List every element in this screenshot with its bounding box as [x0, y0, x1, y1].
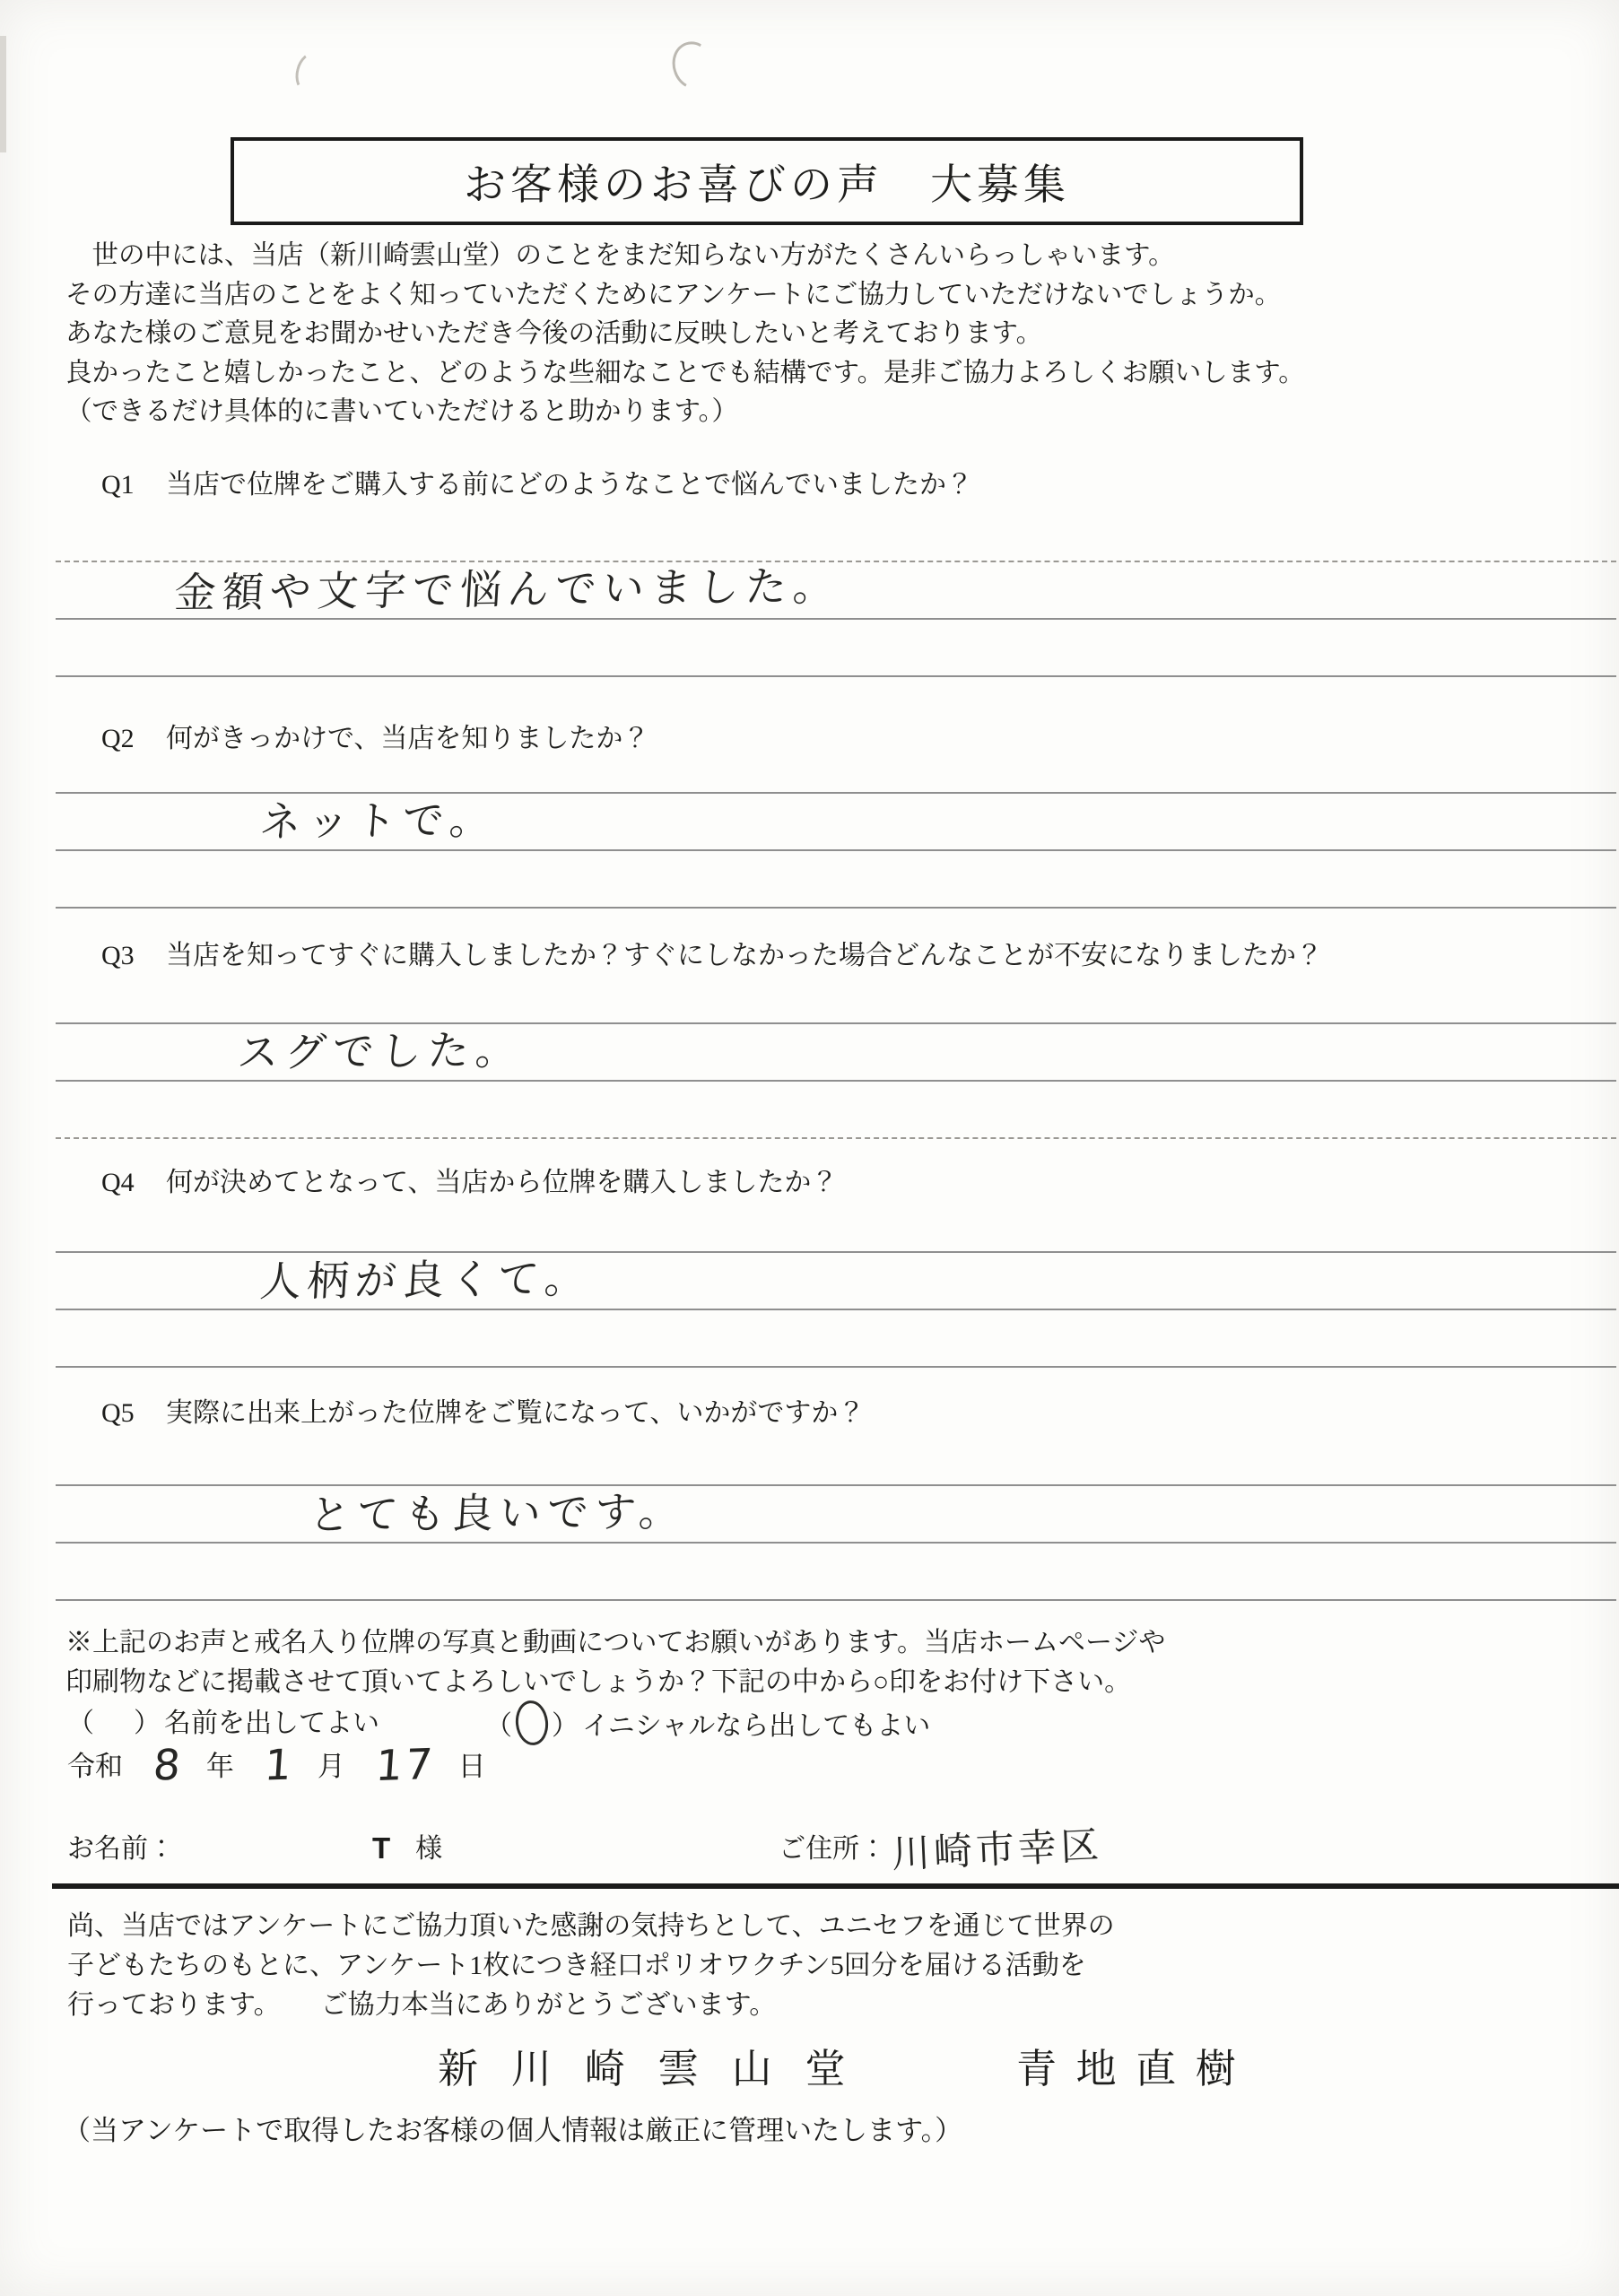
- privacy-note: （当アンケートで取得したお客様の個人情報は厳正に管理いたします。）: [63, 2115, 963, 2146]
- handwritten-month: 1: [262, 1740, 296, 1791]
- question-row: [101, 462, 1572, 501]
- date-row: [67, 1739, 511, 1792]
- intro-line: その方達に当店のことをよく知っていただくためにアンケートにご協力していただけないでしょうか。: [65, 280, 1282, 309]
- divider-rule: [52, 1883, 1619, 1889]
- answer-area: [0, 792, 1619, 918]
- scan-artifact: [292, 49, 329, 96]
- handwritten-year: 8: [152, 1740, 185, 1791]
- option-blank-mark: [94, 1700, 134, 1740]
- era-label: 令和: [67, 1751, 123, 1782]
- signature-row: [0, 2036, 1619, 2092]
- question-block-q1: [0, 462, 1619, 716]
- signer-row: [67, 1822, 1583, 1878]
- question-row: [101, 716, 1572, 755]
- question-row: [101, 1160, 1572, 1199]
- option-label: イニシャルなら出してもよい: [582, 1711, 931, 1741]
- owner-name: 青地直樹: [1016, 2047, 1256, 2092]
- permission-note-line: ※上記のお声と戒名入り位牌の写真と動画についてお願いがあります。当店ホームページや: [65, 1628, 1166, 1657]
- option-publish-initial: [485, 1700, 930, 1745]
- name-label: お名前：: [67, 1834, 175, 1864]
- answer-area: [0, 1022, 1619, 1148]
- handwritten-circle-mark: [513, 1699, 550, 1746]
- answer-area: [0, 1484, 1619, 1610]
- day-unit: 日: [457, 1751, 486, 1782]
- closing-line: 尚、当店ではアンケートにご協力頂いた感謝の気持ちとして、ユニセフを通じて世界の: [67, 1911, 1115, 1941]
- question-text: 実際に出来上がった位牌をご覧になって、いかがですか？: [166, 1398, 866, 1428]
- name-value: T: [372, 1831, 391, 1865]
- name-suffix: 様: [415, 1834, 443, 1864]
- question-text: 何がきっかけで、当店を知りましたか？: [166, 724, 650, 753]
- answer-rule: [56, 1484, 1616, 1486]
- question-number: Q2: [101, 724, 135, 753]
- answer-rule: [56, 1599, 1616, 1601]
- answer-rule: [56, 907, 1616, 909]
- paren-close: ）: [134, 1709, 161, 1738]
- answer-rule: [56, 675, 1616, 677]
- answer-rule: [56, 1137, 1616, 1139]
- month-unit: 月: [317, 1751, 345, 1782]
- answer-area: [0, 561, 1619, 686]
- question-block-q5: [0, 1390, 1619, 1616]
- answer-rule: [56, 1542, 1616, 1544]
- closing-line: 子どもたちのもとに、アンケート1枚につき経口ポリオワクチン5回分を届ける活動を: [67, 1951, 1086, 1980]
- intro-line: 世の中には、当店（新川崎雲山堂）のことをまだ知らない方がたくさんいらっしゃいます。: [65, 241, 1175, 270]
- paren-open: （: [485, 1711, 512, 1741]
- question-block-q4: [0, 1160, 1619, 1390]
- shop-name: 新川崎雲山堂: [438, 2047, 879, 2092]
- intro-line: あなた様のご意見をお聞かせいただき今後の活動に反映したいと考えております。: [65, 319, 1043, 348]
- handwritten-answer: とても良いです。: [308, 1486, 688, 1540]
- closing-paragraph: [67, 1907, 1583, 2025]
- question-text: 何が決めてとなって、当店から位牌を購入しましたか？: [166, 1168, 839, 1197]
- title-box: [231, 137, 1303, 225]
- question-number: Q3: [101, 941, 135, 970]
- question-block-q2: [0, 716, 1619, 933]
- option-publish-name: [67, 1700, 379, 1745]
- scan-artifact: [0, 36, 6, 152]
- answer-area: [0, 1251, 1619, 1377]
- address-label: ご住所：: [779, 1834, 887, 1864]
- question-text: 当店で位牌をご購入する前にどのようなことで悩んでいましたか？: [166, 470, 973, 500]
- intro-line: 良かったこと嬉しかったこと、どのような些細なことでも結構です。是非ご協力よろしくお願いします。: [65, 358, 1305, 387]
- question-block-q3: [0, 933, 1619, 1160]
- page-title: お客様のお喜びの声 大募集: [464, 161, 1070, 209]
- question-text: 当店を知ってすぐに購入しましたか？すぐにしなかった場合どんなことが不安になりましたか？: [166, 941, 1323, 970]
- intro-line: （できるだけ具体的に書いていただけると助かります。）: [65, 397, 738, 426]
- option-label: 名前を出してよい: [164, 1709, 379, 1738]
- handwritten-answer: ネットで。: [258, 795, 499, 847]
- paren-open: （: [67, 1709, 94, 1738]
- handwritten-day: 17: [373, 1739, 437, 1792]
- scan-artifact: [666, 36, 720, 95]
- handwritten-answer: スグでした。: [236, 1025, 525, 1077]
- closing-line: 行っております。 ご協力本当にありがとうございます。: [67, 1990, 777, 2020]
- handwritten-answer: 金額や文字で悩んでいました。: [172, 561, 842, 617]
- question-number: Q5: [101, 1398, 135, 1428]
- paren-close: ）: [552, 1711, 579, 1741]
- year-unit: 年: [205, 1751, 234, 1782]
- question-row: [101, 1390, 1572, 1430]
- handwritten-address: 川崎市幸区: [891, 1822, 1104, 1878]
- question-row: [101, 933, 1572, 972]
- publish-options-row: [67, 1700, 930, 1745]
- intro-paragraph: [65, 237, 1581, 432]
- permission-note-line: 印刷物などに掲載させて頂いてよろしいでしょうか？下記の中から○印をお付け下さい。: [65, 1667, 1132, 1697]
- handwritten-answer: 人柄が良くて。: [258, 1254, 594, 1306]
- question-number: Q1: [101, 470, 135, 500]
- answer-rule: [56, 1366, 1616, 1368]
- question-number: Q4: [101, 1168, 135, 1197]
